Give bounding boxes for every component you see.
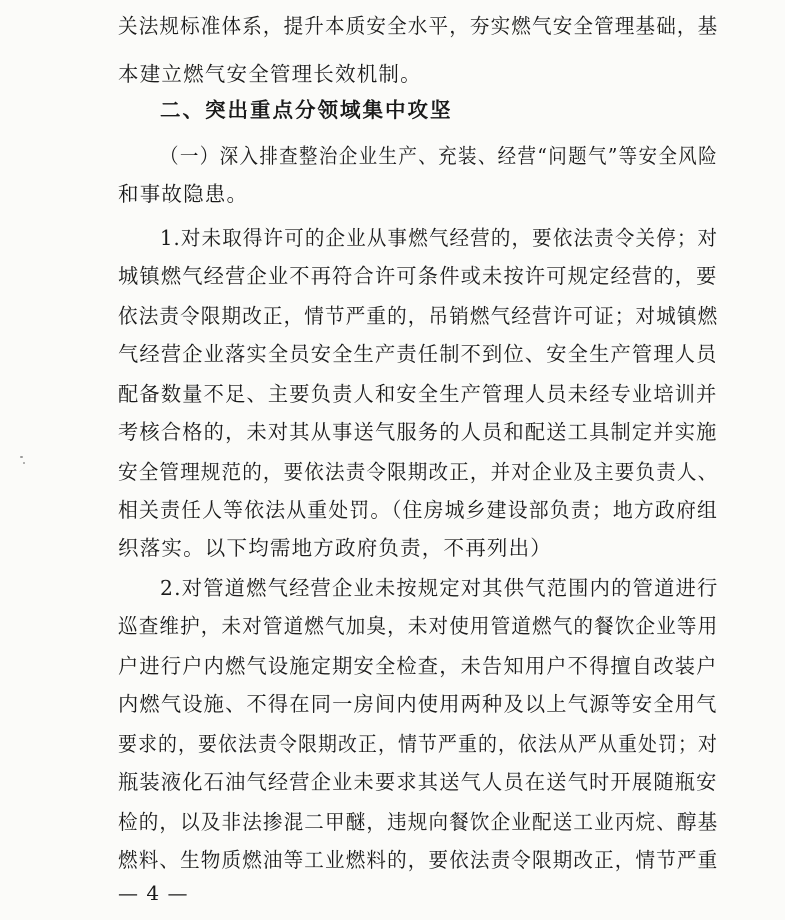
text-line: 依法责令限期改正，情节严重的，吊销燃气经营许可证；对城镇燃 <box>118 304 719 328</box>
page-number: — 4 — <box>118 881 189 905</box>
text-line: 本建立燃气安全管理长效机制。 <box>118 62 422 86</box>
scan-speck <box>20 456 23 458</box>
text-line: 安全管理规范的，要依法责令限期改正，并对企业及主要负责人、 <box>118 460 719 484</box>
text-line: 城镇燃气经营企业不再符合许可条件或未按许可规定经营的，要 <box>118 264 718 288</box>
text-line: 关法规标准体系，提升本质安全水平，夯实燃气安全管理基础，基 <box>118 14 719 38</box>
text-line: 相关责任人等依法从重处罚。（住房城乡建设部负责；地方政府组 <box>118 498 719 522</box>
text-line: 和事故隐患。 <box>118 182 249 206</box>
text-line: 考核合格的，未对其从事送气服务的人员和配送工具制定并实施 <box>118 420 718 444</box>
section-heading: 二、突出重点分领域集中攻坚 <box>160 98 453 122</box>
text-line: 内燃气设施、不得在同一房间内使用两种及以上气源等安全用气 <box>118 692 718 716</box>
paragraph-start-item-2: 2.对管道燃气经营企业未按规定对其供气范围内的管道进行 <box>160 576 719 600</box>
text-line: 燃料、生物质燃油等工业燃料的，要依法责令限期改正，情节严重 <box>118 848 719 872</box>
text-line: 检的，以及非法掺混二甲醚，违规向餐饮企业配送工业丙烷、醇基 <box>118 810 719 834</box>
subsection-heading: （一）深入排查整治企业生产、充装、经营“问题气”等安全风险 <box>160 144 718 168</box>
text-line: 瓶装液化石油气经营企业未要求其送气人员在送气时开展随瓶安 <box>118 770 718 794</box>
text-line: 配备数量不足、主要负责人和安全生产管理人员未经专业培训并 <box>118 382 718 406</box>
scan-speck <box>23 462 25 464</box>
text-line: 巡查维护，未对管道燃气加臭，未对使用管道燃气的餐饮企业等用 <box>118 614 719 638</box>
text-line: 户进行户内燃气设施定期安全检查，未告知用户不得擅自改装户 <box>118 654 718 678</box>
text-line: 织落实。以下均需地方政府负责，不再列出） <box>118 536 552 560</box>
paragraph-start-item-1: 1.对未取得许可的企业从事燃气经营的，要依法责令关停；对 <box>160 226 719 250</box>
text-line: 要求的，要依法责令限期改正，情节严重的，依法从严从重处罚；对 <box>118 732 719 756</box>
text-line: 气经营企业落实全员安全生产责任制不到位、安全生产管理人员 <box>118 342 718 366</box>
